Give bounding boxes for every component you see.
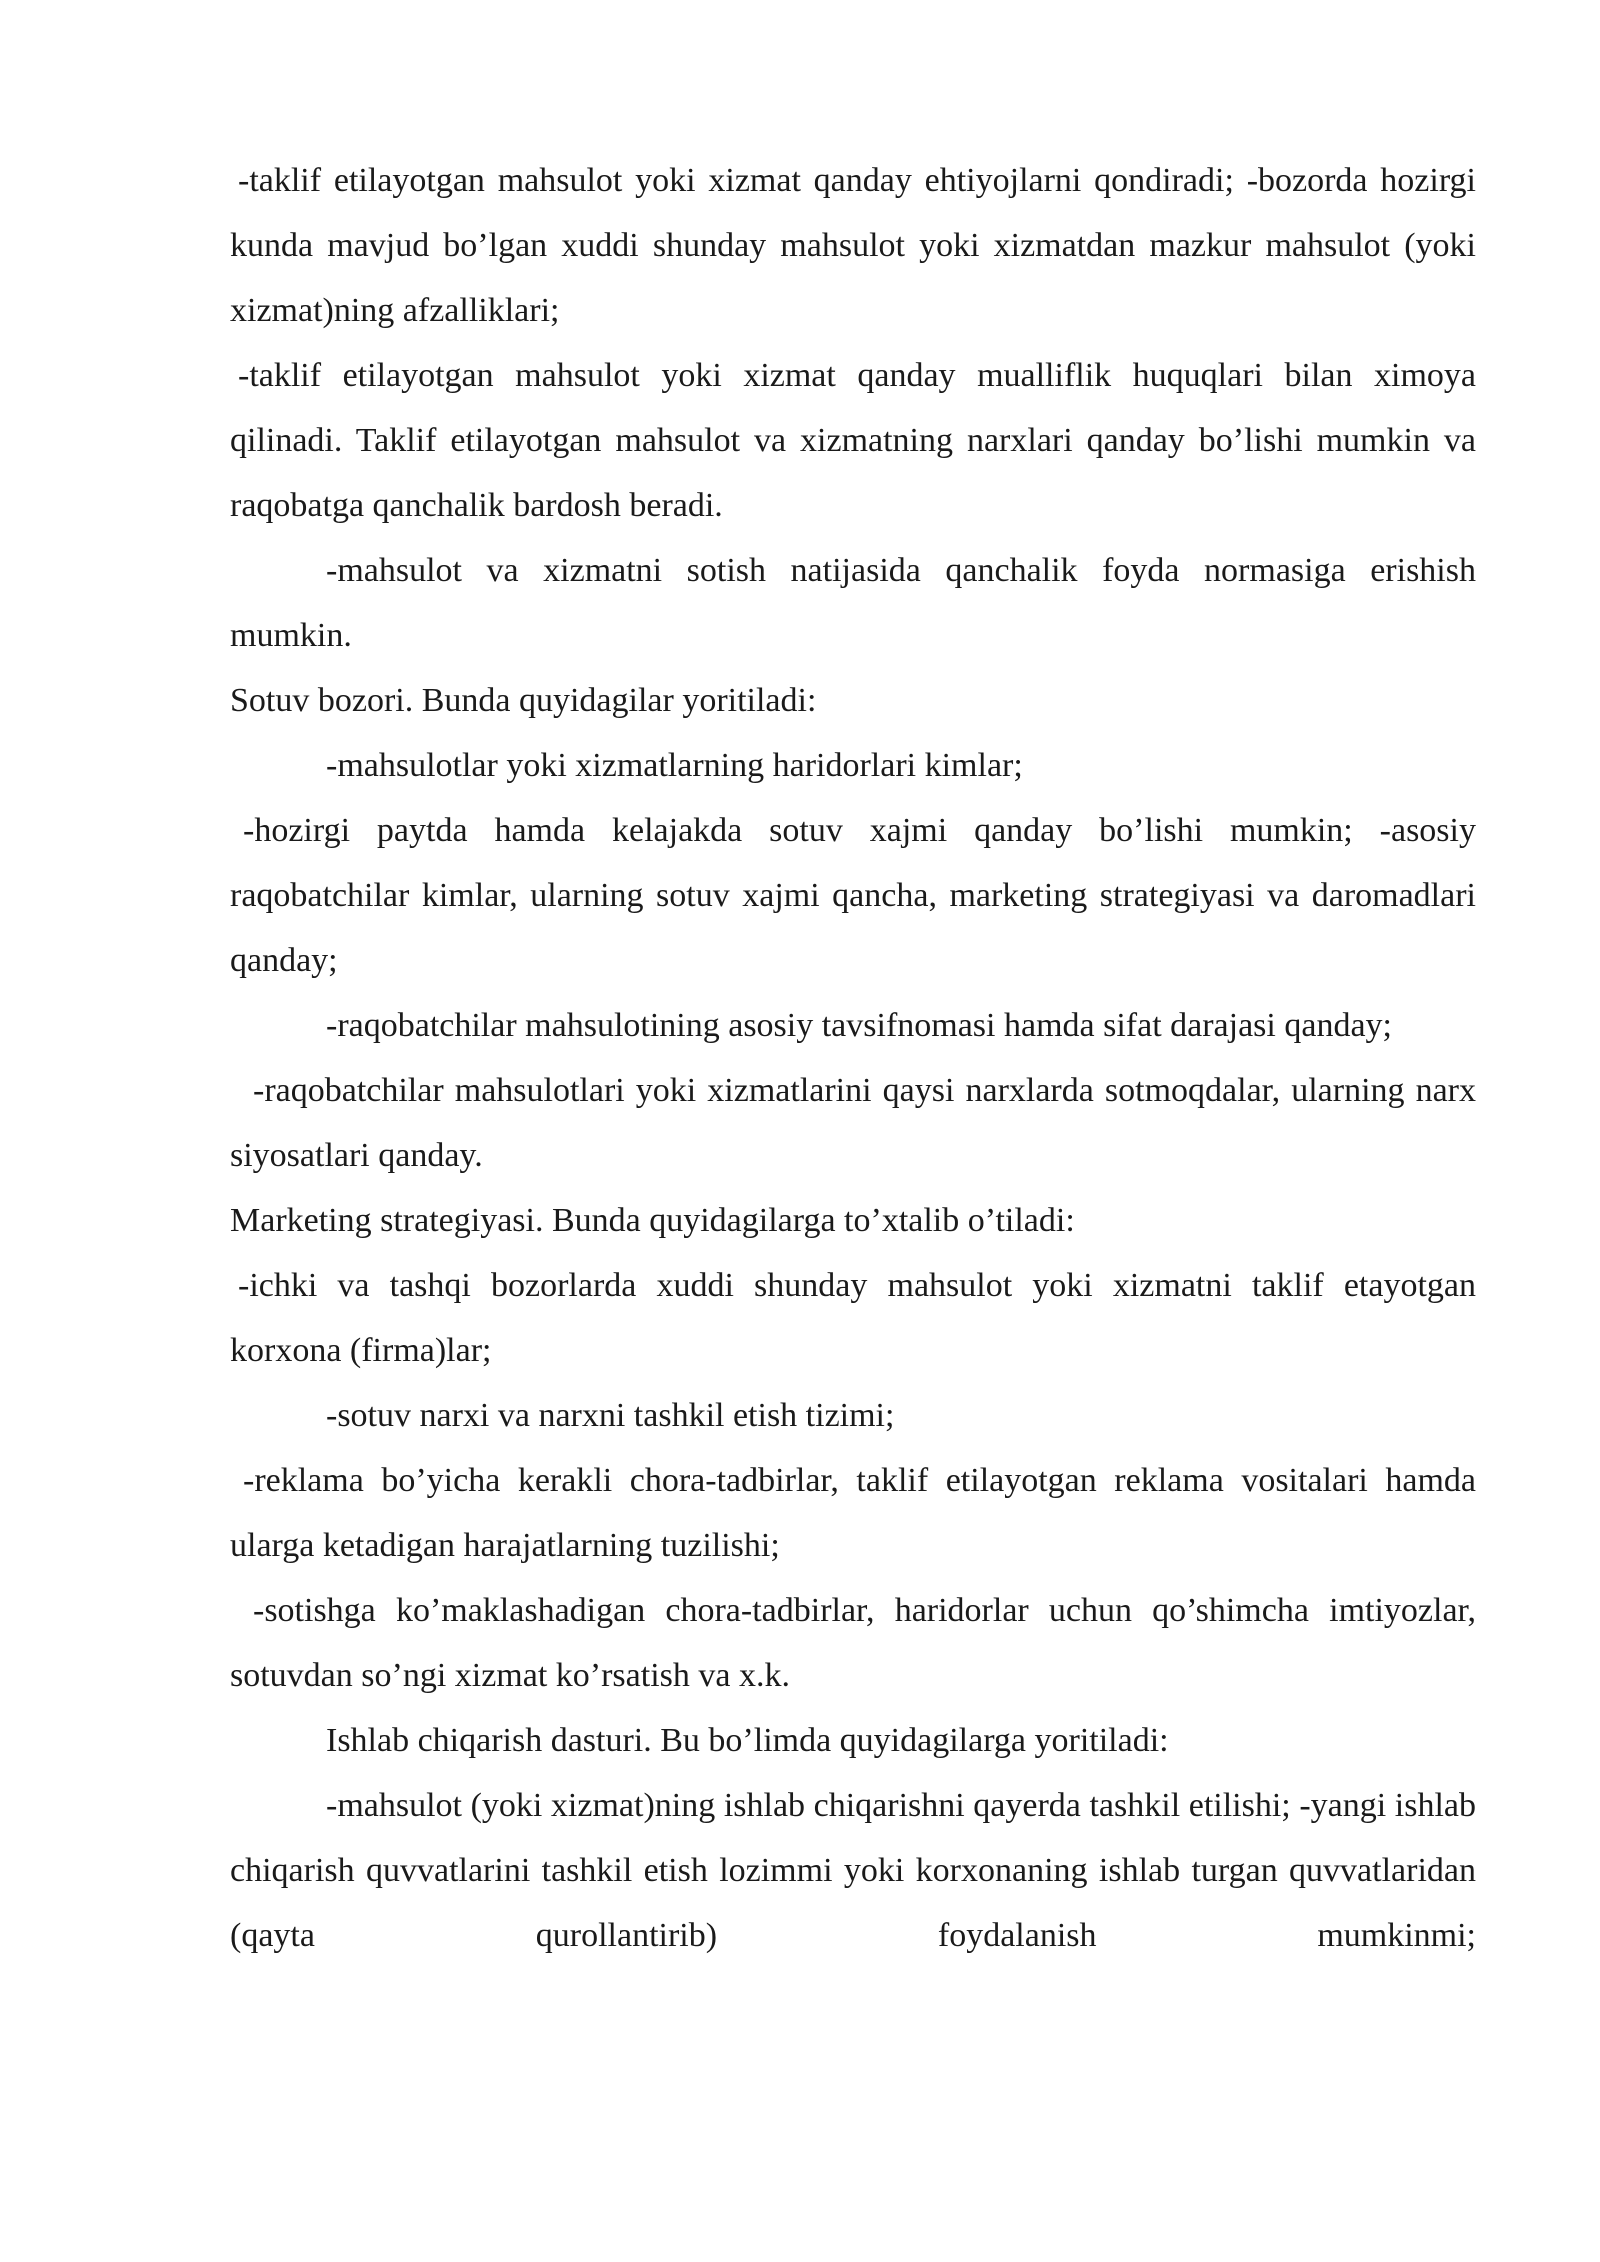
paragraph: -mahsulot va xizmatni sotish natijasida qanchalik foyda normasiga erishish mumkin.	[230, 552, 1476, 654]
paragraph: -taklif etilayotgan mahsulot yoki xizmat qanday ehtiyojlarni qondiradi; -bozorda hozirgi kunda mavjud bo’lgan xuddi shunday mahsulot yoki xizmatdan mazkur mahsulot (yoki xizmat)ning afzalliklari;	[230, 162, 1476, 329]
paragraph: -reklama bo’yicha kerakli chora-tadbirlar, taklif etilayotgan reklama vositalari hamda ularga ketadigan harajatlarning tuzilishi;	[230, 1462, 1476, 1564]
section-heading-sotuv-bozori: Sotuv bozori. Bunda quyidagilar yoritiladi:	[230, 682, 817, 719]
paragraph: -mahsulotlar yoki xizmatlarning haridorlari kimlar;	[326, 747, 1023, 784]
section-heading-marketing-strategiyasi: Marketing strategiyasi. Bunda quyidagilarga to’xtalib o’tiladi:	[230, 1202, 1075, 1239]
paragraph: -raqobatchilar mahsulotlari yoki xizmatlarini qaysi narxlarda sotmoqdalar, ularning narx siyosatlari qanday.	[230, 1072, 1476, 1174]
paragraph: -taklif etilayotgan mahsulot yoki xizmat qanday mualliflik huquqlari bilan ximoya qilinadi. Taklif etilayotgan mahsulot va xizmatning narxlari qanday bo’lishi mumkin va raqobatga qanchalik bardosh beradi.	[230, 357, 1476, 524]
paragraph: -raqobatchilar mahsulotining asosiy tavsifnomasi hamda sifat darajasi qanday;	[326, 1007, 1392, 1044]
section-heading-ishlab-chiqarish-dasturi: Ishlab chiqarish dasturi. Bu bo’limda quyidagilarga yoritiladi:	[326, 1722, 1169, 1759]
paragraph: -ichki va tashqi bozorlarda xuddi shunday mahsulot yoki xizmatni taklif etayotgan korxona (firma)lar;	[230, 1267, 1476, 1369]
paragraph: -mahsulot (yoki xizmat)ning ishlab chiqarishni qayerda tashkil etilishi; -yangi ishlab chiqarish quvvatlarini tashkil etish lozimmi yoki korxonaning ishlab turgan quvvatlaridan (qayta qurollantirib) foydalanish mumkinmi;	[230, 1787, 1476, 1954]
document-page	[230, 148, 1476, 1968]
paragraph: -sotuv narxi va narxni tashkil etish tizimi;	[326, 1397, 895, 1434]
paragraph: -hozirgi paytda hamda kelajakda sotuv xajmi qanday bo’lishi mumkin; -asosiy raqobatchilar kimlar, ularning sotuv xajmi qancha, marketing strategiyasi va daromadlari qanday;	[230, 812, 1476, 979]
paragraph: -sotishga ko’maklashadigan chora-tadbirlar, haridorlar uchun qo’shimcha imtiyozlar, sotuvdan so’ngi xizmat ko’rsatish va x.k.	[230, 1592, 1476, 1694]
